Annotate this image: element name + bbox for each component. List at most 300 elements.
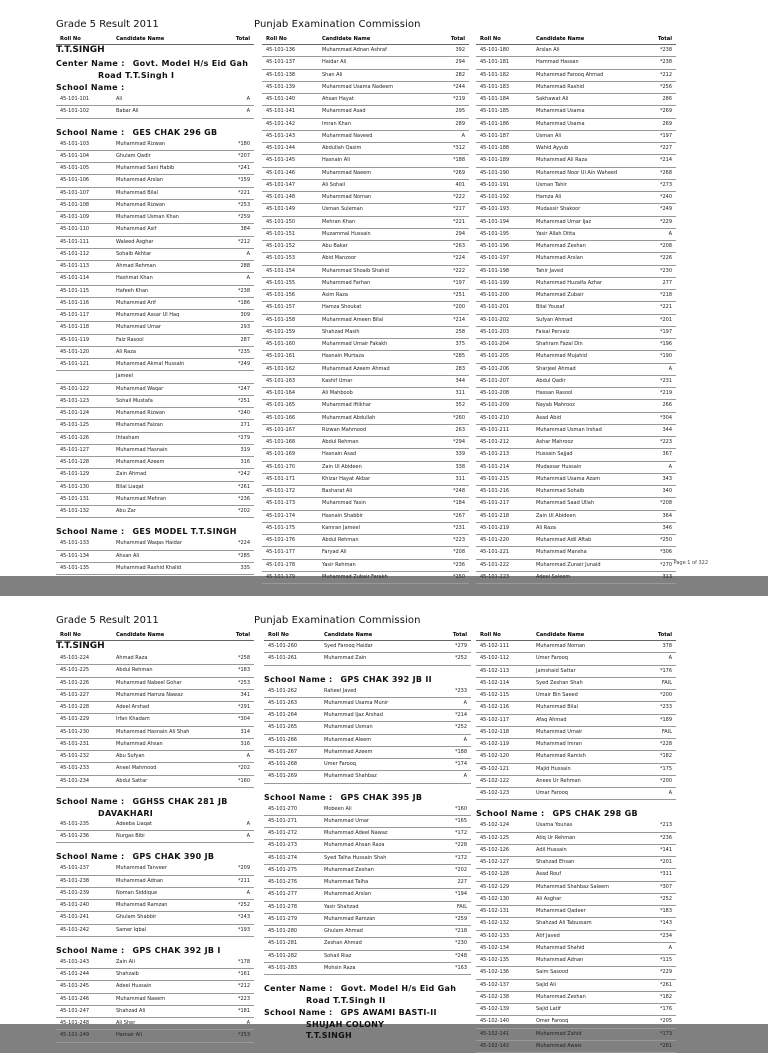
table-row	[262, 498, 469, 510]
total-marks: *258	[237, 655, 250, 661]
roll-no: 45-101-147	[266, 181, 296, 188]
table-row	[262, 57, 469, 69]
roll-no: 45-101-264	[268, 712, 298, 718]
candidate-name: Muhammad Tanveer	[116, 865, 167, 872]
candidate-name: Imran Khan	[322, 120, 351, 127]
table-row	[476, 882, 676, 894]
candidate-name: Muhammad Talha	[324, 879, 369, 885]
roll-no: 45-101-161	[266, 353, 296, 360]
roll-no: 45-101-191	[480, 181, 510, 188]
roll-no: 45-101-233	[60, 765, 90, 772]
candidate-name: Bilal Liaqat	[116, 483, 144, 490]
roll-no: 45-101-178	[266, 561, 296, 568]
table-row	[476, 1004, 676, 1016]
candidate-name: Bilal Yousaf	[536, 304, 565, 311]
table-row	[262, 364, 469, 376]
roll-no: 45-101-215	[480, 475, 510, 482]
roll-no: 45-101-212	[480, 439, 510, 445]
total-marks: *172	[454, 830, 467, 836]
candidate-name: Muhammad Usama	[536, 120, 585, 127]
column-header	[476, 36, 676, 45]
candidate-name: Abdul Rehman	[116, 667, 153, 674]
roll-no: 45-101-240	[60, 902, 90, 908]
total-marks: 294	[455, 59, 465, 66]
candidate-name: Muhammad Asif	[116, 226, 157, 233]
candidate-name: Muhammad Awais	[536, 1042, 582, 1049]
candidate-name: Muhammad Zubair	[536, 292, 584, 298]
table-row	[476, 869, 676, 881]
total-marks: *193	[237, 926, 250, 933]
total-marks: *200	[659, 777, 672, 784]
roll-no: 45-101-197	[480, 255, 510, 262]
roll-no: 45-101-241	[60, 914, 90, 921]
table-row	[262, 523, 469, 535]
total-marks: A	[246, 250, 250, 257]
total-marks: *212	[659, 71, 672, 78]
table-row	[56, 94, 254, 106]
table-row	[476, 143, 676, 155]
table-row	[262, 217, 469, 229]
candidate-name: Shahram Fazal Din	[536, 341, 583, 347]
table-row	[56, 925, 254, 937]
candidate-name: Muhammad Bilal	[536, 704, 578, 711]
school-heading	[264, 673, 471, 686]
table-row	[262, 449, 469, 461]
candidate-name: Zain Ul Abideen	[322, 463, 362, 470]
roll-no: 45-101-184	[480, 96, 510, 102]
table-row	[56, 286, 254, 298]
heading-label: School Name :	[56, 527, 125, 537]
roll-no-header: Roll No	[268, 632, 289, 638]
candidate-name: Syed Farooq Haidar	[324, 643, 373, 649]
candidate-name: Tahir Javed	[536, 267, 564, 274]
candidate-name: Usman Suleman	[322, 206, 363, 213]
total-marks: FAIL	[456, 903, 467, 910]
candidate-name: Abid Manzoor	[322, 255, 357, 262]
total-marks: *197	[452, 279, 465, 286]
heading-label: Center Name :	[56, 59, 125, 68]
table-row	[56, 408, 254, 420]
roll-no: 45-101-260	[268, 643, 298, 649]
candidate-name: Hamair Ali	[116, 1032, 142, 1039]
table-row	[476, 217, 676, 229]
total-marks: *304	[237, 716, 250, 723]
total-marks: *202	[237, 508, 250, 514]
candidate-name: Sakhawat Ali	[536, 96, 569, 102]
section-spacer	[264, 666, 471, 673]
total-marks: *214	[659, 157, 672, 164]
table-row	[262, 400, 469, 412]
roll-no-header: Roll No	[480, 632, 501, 638]
table-row	[56, 494, 254, 506]
roll-no: 45-102-120	[480, 753, 510, 760]
total-header: Total	[235, 632, 250, 638]
total-marks: 314	[240, 728, 250, 735]
roll-no: 45-101-279	[268, 915, 298, 922]
table-row	[56, 420, 254, 432]
total-marks: A	[668, 230, 672, 237]
roll-no: 45-101-149	[266, 206, 296, 213]
table-row	[56, 863, 254, 875]
candidate-name: Muhammad Asad	[322, 108, 366, 115]
total-marks: *213	[659, 822, 672, 829]
roll-no: 45-101-246	[60, 995, 90, 1002]
candidate-name: Ali Asghar	[536, 895, 562, 902]
roll-no: 45-101-108	[60, 201, 90, 208]
table-row	[264, 853, 471, 865]
total-marks: *214	[454, 712, 467, 718]
candidate-name: Muhammad Shahbaz	[324, 773, 377, 780]
table-row	[56, 188, 254, 200]
table-row	[56, 888, 254, 900]
table-row	[56, 776, 254, 788]
table-row	[262, 547, 469, 559]
total-marks: *233	[454, 687, 467, 694]
total-marks: *184	[452, 500, 465, 507]
roll-no: 45-101-231	[60, 740, 90, 747]
candidate-name: Samer Iqbal	[116, 926, 147, 933]
heading-value: GPS CHAK 390 JB	[132, 852, 215, 862]
total-marks: *238	[237, 287, 250, 294]
total-marks: *190	[659, 353, 672, 360]
total-marks: 367	[662, 451, 672, 458]
total-marks: *209	[237, 865, 250, 872]
table-row	[262, 486, 469, 498]
roll-no-header: Roll No	[60, 632, 81, 638]
total-marks: 287	[240, 336, 250, 343]
roll-no: 45-101-121	[60, 361, 90, 367]
table-row	[56, 678, 254, 690]
roll-no: 45-101-133	[60, 540, 90, 547]
roll-no: 45-101-170	[266, 463, 296, 470]
table-row	[56, 384, 254, 396]
roll-no: 45-102-134	[480, 944, 510, 951]
roll-no: 45-102-122	[480, 777, 510, 784]
total-marks: *261	[659, 981, 672, 988]
roll-no: 45-101-110	[60, 226, 90, 233]
roll-no: 45-101-248	[60, 1020, 90, 1026]
roll-no: 45-101-152	[266, 243, 296, 249]
total-marks: *228	[659, 741, 672, 747]
table-row	[476, 278, 676, 290]
roll-no: 45-101-274	[268, 854, 298, 861]
roll-no: 45-101-155	[266, 279, 296, 286]
roll-no: 45-101-173	[266, 500, 296, 507]
candidate-name: Afaq Ahmad	[536, 716, 567, 723]
total-marks: 286	[662, 96, 672, 102]
roll-no: 45-102-115	[480, 692, 510, 698]
candidate-name: Muhammad Ahsan Raza	[324, 842, 385, 849]
total-marks: A	[246, 820, 250, 827]
total-marks: *263	[452, 243, 465, 249]
table-row	[262, 339, 469, 351]
candidate-name: Abu Bakar	[322, 243, 348, 249]
roll-no: 45-101-245	[60, 983, 90, 990]
total-marks: *285	[237, 552, 250, 559]
total-marks: A	[246, 889, 250, 896]
table-row	[476, 788, 676, 800]
roll-no: 45-101-154	[266, 267, 296, 274]
table-row	[262, 192, 469, 204]
candidate-name: Atif Javed	[536, 932, 560, 939]
column-header	[264, 632, 471, 641]
roll-no: 45-101-159	[266, 328, 296, 335]
heading-label: School Name :	[264, 674, 333, 684]
candidate-name: Mohsin Raza	[324, 964, 356, 971]
roll-no: 45-101-226	[60, 679, 90, 686]
candidate-name: Sufyan Ahmad	[536, 316, 573, 323]
roll-no: 45-101-208	[480, 390, 510, 396]
table-row	[264, 902, 471, 914]
candidate-name: Muhammad Zeshan	[536, 243, 586, 249]
school-heading	[56, 795, 254, 808]
candidate-name: Usama Younas	[536, 822, 573, 829]
table-row	[476, 70, 676, 82]
candidate-name: Abdul Qadir	[536, 377, 566, 384]
candidate-name: Muhammad Usama Nadeem	[322, 83, 394, 90]
school-heading	[56, 81, 254, 94]
roll-no: 45-101-263	[268, 699, 298, 706]
heading-label: School Name :	[264, 1008, 333, 1017]
candidate-name: Shahzad Ali	[116, 1007, 146, 1014]
candidate-name: Mobeen Ali	[324, 805, 352, 812]
total-marks: *159	[237, 177, 250, 184]
section-spacer	[56, 843, 254, 850]
roll-no: 45-102-138	[480, 993, 510, 1000]
candidate-name: Muhammad Usama Azam	[536, 475, 601, 482]
roll-no: 45-101-194	[480, 218, 510, 225]
roll-no: 45-102-112	[480, 655, 510, 662]
table-row	[476, 131, 676, 143]
candidate-name: Muhammad Akmal Hussain	[116, 361, 185, 367]
candidate-name: Hasnain Shabbir	[322, 512, 364, 519]
roll-no: 45-102-131	[480, 908, 510, 914]
total-marks: 335	[240, 564, 250, 571]
roll-no: 45-102-126	[480, 846, 510, 853]
table-row	[56, 653, 254, 665]
table-row	[476, 943, 676, 955]
roll-no: 45-102-117	[480, 716, 510, 723]
candidate-name: Muhammad Usama	[536, 108, 585, 115]
total-marks: *202	[454, 866, 467, 873]
roll-no: 45-101-109	[60, 214, 90, 220]
roll-no: 45-102-135	[480, 957, 510, 963]
roll-no: 45-101-270	[268, 805, 298, 812]
total-marks: *240	[237, 410, 250, 416]
candidate-name: Muhammad Azeem	[116, 459, 165, 465]
result-page-2	[0, 596, 768, 1049]
section-spacer	[56, 518, 254, 525]
total-marks: *183	[659, 908, 672, 914]
candidate-name: Muhammad Zahid	[536, 1030, 582, 1037]
table-row	[56, 322, 254, 334]
roll-no: 45-101-142	[266, 120, 296, 127]
roll-no: 45-101-136	[266, 47, 296, 53]
total-marks: *260	[452, 414, 465, 421]
roll-no: 45-101-200	[480, 292, 510, 298]
table-row	[56, 763, 254, 775]
total-marks: FAIL	[661, 728, 672, 735]
roll-no: 45-101-131	[60, 495, 90, 502]
roll-no: 45-101-179	[266, 573, 296, 580]
total-header: Total	[235, 36, 250, 42]
total-marks: 364	[662, 512, 672, 519]
table-row	[56, 994, 254, 1006]
table-row	[476, 57, 676, 69]
roll-no: 45-102-111	[480, 643, 510, 649]
roll-no: 45-101-272	[268, 830, 298, 836]
total-marks: *230	[659, 267, 672, 274]
total-marks: *279	[454, 643, 467, 649]
total-marks: *160	[454, 805, 467, 812]
roll-no: 45-101-202	[480, 316, 510, 323]
table-row	[264, 951, 471, 963]
heading-value: Govt. Model H/s Eid Gah	[340, 984, 457, 993]
total-marks: *176	[659, 1006, 672, 1012]
total-marks: A	[246, 1020, 250, 1026]
candidate-name: Nurgas Bibi	[116, 833, 145, 839]
school-heading	[264, 1006, 471, 1019]
candidate-name: Mudassir Shakoor	[536, 206, 581, 213]
roll-no: 45-101-106	[60, 177, 90, 184]
candidate-name: Adeeba Liaqat	[116, 820, 152, 827]
total-marks: 343	[662, 475, 672, 482]
candidate-name: Muhammad Ramzan	[116, 902, 168, 908]
roll-no: 45-101-235	[60, 820, 90, 827]
candidate-name: Ashar Mahrooz	[536, 439, 574, 445]
table-row	[56, 249, 254, 261]
total-marks: 316	[240, 459, 250, 465]
table-row	[476, 678, 676, 690]
table-row	[476, 906, 676, 918]
roll-no: 45-101-205	[480, 353, 510, 360]
table-row	[56, 163, 254, 175]
roll-no: 45-101-113	[60, 263, 90, 269]
candidate-name: Muhammad Sohaib	[536, 488, 585, 494]
total-marks: *248	[452, 488, 465, 494]
candidate-name-header: Candidate Name	[116, 36, 165, 42]
candidate-name: Umer Farooq	[324, 761, 356, 767]
roll-no: 45-101-265	[268, 724, 298, 731]
candidate-name: Muhammad Umar Ijaz	[536, 218, 592, 225]
roll-no: 45-101-222	[480, 561, 510, 568]
table-row	[262, 82, 469, 94]
candidate-name: Hammad Hassan	[536, 59, 579, 66]
table-row	[262, 94, 469, 106]
table-row	[56, 359, 254, 371]
roll-no: 45-101-214	[480, 463, 510, 470]
total-marks: *180	[237, 140, 250, 147]
roll-no: 45-101-111	[60, 238, 90, 245]
table-row	[262, 315, 469, 327]
heading-value: GPS CHAK 298 GB	[552, 809, 638, 819]
table-row	[476, 498, 676, 510]
roll-no: 45-101-216	[480, 488, 510, 494]
roll-no: 45-101-219	[480, 524, 510, 531]
candidate-name: Ali Sher	[116, 1020, 136, 1026]
table-row	[56, 139, 254, 151]
candidate-name: Sohail Riaz	[324, 952, 352, 959]
table-row	[476, 253, 676, 265]
school-heading	[56, 126, 254, 139]
roll-no: 45-101-192	[480, 194, 510, 200]
table-row	[476, 155, 676, 167]
candidate-name: Adeel Arshad	[116, 704, 150, 710]
candidate-name-header: Candidate Name	[116, 632, 165, 638]
total-marks: *306	[659, 549, 672, 556]
candidate-name: Muhammad Adnan Ashraf	[322, 47, 387, 53]
total-marks: *252	[454, 724, 467, 731]
roll-no: 45-101-150	[266, 218, 296, 225]
total-marks: *221	[237, 189, 250, 196]
total-marks: *294	[452, 439, 465, 445]
total-marks: *178	[237, 958, 250, 965]
roll-no: 45-101-221	[480, 549, 510, 556]
roll-no: 45-101-181	[480, 59, 510, 66]
roll-no: 45-101-276	[268, 879, 298, 885]
table-row	[262, 204, 469, 216]
candidate-name: Muhammad Umar	[116, 324, 161, 331]
roll-no: 45-101-130	[60, 483, 90, 490]
total-marks: *253	[237, 679, 250, 686]
roll-no: 45-101-195	[480, 230, 510, 237]
roll-no: 45-101-120	[60, 348, 90, 355]
table-row	[264, 828, 471, 840]
candidate-name: Faryad Ali	[322, 549, 347, 556]
total-marks: *259	[454, 915, 467, 922]
roll-no: 45-101-117	[60, 312, 90, 318]
candidate-name: Ali Mahboob	[322, 390, 353, 396]
candidate-name: Muhammad Noor Ul Ain Waheed	[536, 169, 618, 176]
table-row	[56, 506, 254, 518]
table-row	[262, 70, 469, 82]
table-row	[476, 833, 676, 845]
table-row	[476, 918, 676, 930]
table-row	[476, 1029, 676, 1041]
roll-no: 45-101-163	[266, 377, 296, 384]
total-marks: *208	[659, 500, 672, 507]
heading-value: GES CHAK 296 GB	[132, 127, 218, 137]
table-row	[56, 212, 254, 224]
grade-title: Grade 5 Result 2011	[56, 19, 159, 30]
roll-no: 45-101-171	[266, 475, 296, 482]
roll-no: 45-101-156	[266, 292, 296, 298]
roll-no: 45-101-203	[480, 328, 510, 335]
total-marks: *172	[454, 854, 467, 861]
total-marks: *269	[659, 108, 672, 115]
candidate-name: Muhammad Noman	[536, 643, 586, 649]
roll-no: 45-101-228	[60, 704, 90, 710]
candidate-name: Saim Sasood	[536, 969, 569, 976]
roll-no: 45-102-137	[480, 981, 510, 988]
roll-no: 45-101-230	[60, 728, 90, 735]
table-row	[476, 119, 676, 131]
table-row	[476, 229, 676, 241]
total-marks: 341	[240, 691, 250, 698]
roll-no: 45-101-176	[266, 537, 296, 543]
table-row	[56, 106, 254, 118]
total-marks: *186	[237, 299, 250, 306]
roll-no: 45-101-275	[268, 866, 298, 873]
candidate-name: Kashif Umar	[322, 377, 353, 384]
total-marks: *253	[237, 1032, 250, 1039]
school-heading	[264, 791, 471, 804]
candidate-name: Hasnain Murtaza	[322, 353, 365, 360]
candidate-name: Faiz Rasool	[116, 336, 144, 343]
roll-no: 45-101-271	[268, 817, 298, 824]
candidate-name: Majid Hussain	[536, 765, 571, 772]
result-column	[476, 36, 676, 584]
